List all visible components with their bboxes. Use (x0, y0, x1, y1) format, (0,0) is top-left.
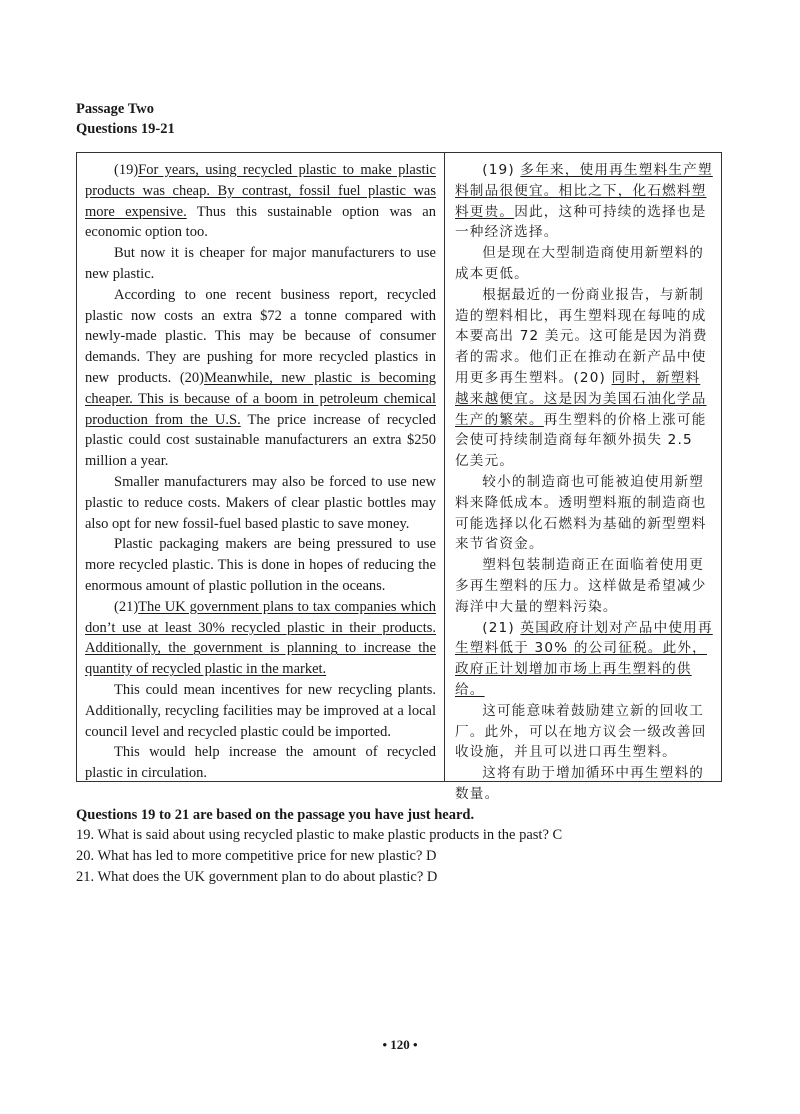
zh-underlined-answer-text: 英国政府计划对产品中使用再生塑料低于 30% 的公司征税。此外，政府正计划增加市场上再生塑料的供给。 (455, 619, 713, 698)
en-paragraph (85, 680, 436, 742)
zh-paragraph (455, 160, 713, 243)
zh-paragraph (455, 618, 713, 701)
passage-title: Passage Two (76, 101, 155, 117)
zh-paragraph (455, 555, 713, 617)
zh-text: 这可能意味着鼓励建立新的回收工厂。此外，可以在地方议会一级改善回收设施，并且可以进口再生塑料。 (455, 702, 707, 761)
zh-text: 这将有助于增加循环中再生塑料的数量。 (455, 765, 705, 802)
en-paragraph (85, 742, 436, 784)
en-text: This would help increase the amount of recycled plastic in circulation. (85, 744, 436, 782)
en-paragraph (85, 160, 436, 243)
en-underlined-answer-text: For years, using recycled plastic to make plastic products was cheap. By contrast, fossil fuel plastic was more expensive. (85, 162, 436, 220)
en-text: Plastic packaging makers are being pressured to use more recycled plastic. This is done in hopes of reducing the enormous amount of plastic pollution in the oceans. (85, 536, 436, 594)
zh-paragraph (455, 763, 713, 805)
en-text: (19) (114, 162, 139, 178)
question-20: 20. What has led to more competitive price for new plastic? D (76, 848, 437, 864)
en-underlined-answer-text: The UK government plans to tax companies which don’t use at least 30% recycled plastic in their products. Additionally, the government is planning to increase the quantity of recycled plastic in the market. (85, 598, 436, 678)
questions-range-heading: Questions 19-21 (76, 121, 175, 137)
zh-text: 根据最近的一份商业报告，与新制造的塑料相比，再生塑料现在每吨的成本要高出 72 美元。这可能是因为消费者的需求。他们正在推动在新产品中使用更多再生塑料。(20) (455, 286, 708, 386)
zh-text: 但是现在大型制造商使用新塑料的成本更低。 (455, 245, 705, 282)
page-number: • 120 • (382, 1037, 418, 1052)
question-19: 19. What is said about using recycled plastic to make plastic products in the past? C (76, 827, 563, 843)
en-text: The price increase of recycled plastic could cost sustainable manufacturers an extra $250 million a year. (85, 411, 436, 470)
zh-paragraph (455, 285, 713, 472)
en-text: Thus this sustainable option was an economic option too. (85, 203, 436, 241)
zh-underlined-answer-text: 同时，新塑料越来越便宜。这是因为美国石油化学品生产的繁荣。 (455, 369, 707, 428)
question-21: 21. What does the UK government plan to do about plastic? D (76, 869, 438, 885)
en-paragraph (85, 243, 436, 285)
questions-prompt: Questions 19 to 21 are based on the passage you have just heard. (76, 807, 475, 823)
en-paragraph (85, 472, 436, 534)
en-text: Smaller manufacturers may also be forced to use new plastic to reduce costs. Makers of clear plastic bottles may also opt for new fossil-fuel based plastic to save money. (85, 473, 436, 532)
zh-text: 较小的制造商也可能被迫使用新塑料来降低成本。透明塑料瓶的制造商也可能选择以化石燃料为基础的新型塑料来节省资金。 (455, 473, 707, 553)
english-transcript-column (77, 153, 445, 781)
chinese-translation-column (445, 153, 721, 802)
zh-paragraph (455, 243, 713, 285)
en-underlined-answer-text: Meanwhile, new plastic is becoming cheaper. This is because of a boom in petroleum chemical production from the U.S. (85, 369, 436, 428)
zh-paragraph (455, 701, 713, 763)
en-text: But now it is cheaper for major manufacturers to use new plastic. (85, 245, 436, 282)
passage-table (76, 152, 722, 802)
en-text: According to one recent business report, recycled plastic now costs an extra $72 a tonne compared with newly-made plastic. This may be because of consumer demands. They are pushing for more recycled plastics in new products. (20) (85, 286, 436, 386)
zh-paragraph (455, 472, 713, 555)
zh-text: 再生塑料的价格上涨可能会使可持续制造商每年额外损失 2.5 亿美元。 (455, 411, 707, 470)
zh-text: 塑料包装制造商正在面临着使用更多再生塑料的压力。这样做是希望减少海洋中大量的塑料污染。 (455, 557, 707, 615)
en-text: This could mean incentives for new recycling plants. Additionally, recycling facilities may be improved at a local council level and recycled plastic could be imported. (85, 681, 436, 740)
en-text: (21) (114, 598, 139, 615)
zh-text: (21) (482, 619, 521, 636)
zh-text: (19) (482, 162, 521, 178)
en-paragraph (85, 597, 436, 680)
zh-text: 因此，这种可持续的选择也是一种经济选择。 (455, 203, 707, 241)
zh-underlined-answer-text: 多年来，使用再生塑料生产塑料制品很便宜。相比之下，化石燃料塑料更贵。 (455, 162, 713, 220)
en-paragraph (85, 285, 436, 472)
en-paragraph (85, 534, 436, 596)
